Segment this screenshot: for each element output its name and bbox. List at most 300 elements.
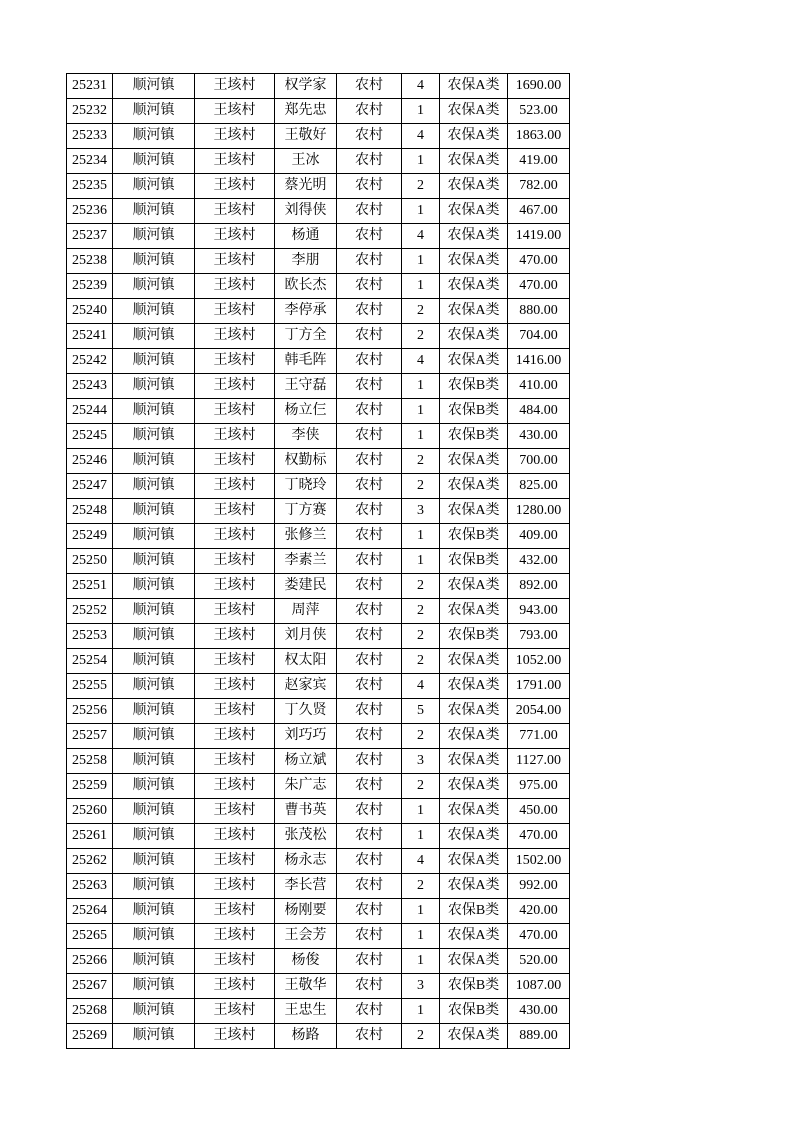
table-cell-village: 王垓村: [195, 424, 275, 449]
table-cell-amount: 992.00: [508, 874, 570, 899]
table-cell-id: 25258: [67, 749, 113, 774]
table-cell-town: 顺河镇: [113, 749, 195, 774]
table-row: [67, 799, 570, 824]
table-cell-amount: 1052.00: [508, 649, 570, 674]
table-cell-village: 王垓村: [195, 574, 275, 599]
table-row: [67, 899, 570, 924]
table-cell-name: 杨永志: [275, 849, 337, 874]
table-cell-amount: 419.00: [508, 149, 570, 174]
table-cell-village: 王垓村: [195, 124, 275, 149]
table-cell-category: 农保B类: [440, 899, 508, 924]
table-cell-name: 王冰: [275, 149, 337, 174]
table-cell-amount: 409.00: [508, 524, 570, 549]
table-cell-town: 顺河镇: [113, 574, 195, 599]
table-cell-id: 25269: [67, 1024, 113, 1049]
table-cell-village: 王垓村: [195, 699, 275, 724]
table-row: [67, 374, 570, 399]
table-cell-name: 丁久贤: [275, 699, 337, 724]
table-cell-household_count: 4: [402, 349, 440, 374]
table-cell-id: 25259: [67, 774, 113, 799]
table-cell-village: 王垓村: [195, 374, 275, 399]
table-cell-town: 顺河镇: [113, 349, 195, 374]
table-cell-amount: 430.00: [508, 424, 570, 449]
table-cell-village: 王垓村: [195, 974, 275, 999]
table-cell-id: 25239: [67, 274, 113, 299]
table-cell-residence: 农村: [337, 849, 402, 874]
table-row: [67, 1024, 570, 1049]
table-cell-town: 顺河镇: [113, 499, 195, 524]
table-cell-category: 农保A类: [440, 74, 508, 99]
table-cell-village: 王垓村: [195, 499, 275, 524]
benefits-table-body: [67, 74, 570, 1049]
table-row: [67, 999, 570, 1024]
table-cell-town: 顺河镇: [113, 599, 195, 624]
table-cell-residence: 农村: [337, 574, 402, 599]
table-cell-town: 顺河镇: [113, 799, 195, 824]
table-cell-village: 王垓村: [195, 224, 275, 249]
table-cell-household_count: 4: [402, 224, 440, 249]
table-cell-category: 农保A类: [440, 574, 508, 599]
table-cell-village: 王垓村: [195, 899, 275, 924]
table-cell-category: 农保A类: [440, 749, 508, 774]
table-cell-name: 权学家: [275, 74, 337, 99]
table-row: [67, 574, 570, 599]
table-cell-category: 农保B类: [440, 399, 508, 424]
table-row: [67, 349, 570, 374]
table-cell-name: 杨俊: [275, 949, 337, 974]
table-cell-household_count: 1: [402, 899, 440, 924]
table-cell-town: 顺河镇: [113, 774, 195, 799]
table-cell-village: 王垓村: [195, 774, 275, 799]
table-cell-residence: 农村: [337, 799, 402, 824]
table-cell-village: 王垓村: [195, 649, 275, 674]
table-cell-category: 农保A类: [440, 224, 508, 249]
table-cell-village: 王垓村: [195, 724, 275, 749]
table-cell-id: 25250: [67, 549, 113, 574]
table-cell-town: 顺河镇: [113, 399, 195, 424]
table-cell-town: 顺河镇: [113, 199, 195, 224]
table-cell-name: 韩毛阵: [275, 349, 337, 374]
table-cell-amount: 782.00: [508, 174, 570, 199]
table-cell-category: 农保A类: [440, 199, 508, 224]
table-cell-household_count: 2: [402, 324, 440, 349]
table-cell-category: 农保A类: [440, 474, 508, 499]
table-row: [67, 149, 570, 174]
table-cell-name: 杨立仨: [275, 399, 337, 424]
table-cell-residence: 农村: [337, 924, 402, 949]
table-row: [67, 699, 570, 724]
table-cell-id: 25267: [67, 974, 113, 999]
table-cell-name: 李朋: [275, 249, 337, 274]
table-cell-village: 王垓村: [195, 799, 275, 824]
table-cell-id: 25255: [67, 674, 113, 699]
table-cell-town: 顺河镇: [113, 899, 195, 924]
table-row: [67, 724, 570, 749]
table-cell-residence: 农村: [337, 174, 402, 199]
table-cell-household_count: 1: [402, 799, 440, 824]
table-cell-category: 农保B类: [440, 999, 508, 1024]
table-cell-category: 农保A类: [440, 924, 508, 949]
table-cell-town: 顺河镇: [113, 674, 195, 699]
table-cell-name: 刘巧巧: [275, 724, 337, 749]
table-row: [67, 299, 570, 324]
table-cell-residence: 农村: [337, 74, 402, 99]
table-cell-name: 杨通: [275, 224, 337, 249]
table-row: [67, 274, 570, 299]
table-cell-residence: 农村: [337, 674, 402, 699]
table-cell-town: 顺河镇: [113, 524, 195, 549]
table-cell-amount: 1863.00: [508, 124, 570, 149]
table-cell-name: 周萍: [275, 599, 337, 624]
table-cell-town: 顺河镇: [113, 374, 195, 399]
table-row: [67, 474, 570, 499]
table-cell-household_count: 1: [402, 549, 440, 574]
table-cell-id: 25248: [67, 499, 113, 524]
table-cell-residence: 农村: [337, 974, 402, 999]
table-row: [67, 124, 570, 149]
table-cell-name: 刘月侠: [275, 624, 337, 649]
table-cell-id: 25236: [67, 199, 113, 224]
table-cell-category: 农保A类: [440, 949, 508, 974]
table-row: [67, 324, 570, 349]
table-cell-residence: 农村: [337, 249, 402, 274]
table-cell-town: 顺河镇: [113, 424, 195, 449]
table-cell-village: 王垓村: [195, 674, 275, 699]
table-cell-residence: 农村: [337, 949, 402, 974]
table-cell-household_count: 2: [402, 299, 440, 324]
table-cell-household_count: 4: [402, 849, 440, 874]
table-cell-category: 农保A类: [440, 724, 508, 749]
table-cell-name: 曹书英: [275, 799, 337, 824]
table-cell-category: 农保B类: [440, 549, 508, 574]
table-cell-amount: 523.00: [508, 99, 570, 124]
table-cell-residence: 农村: [337, 724, 402, 749]
table-cell-id: 25251: [67, 574, 113, 599]
table-cell-amount: 430.00: [508, 999, 570, 1024]
table-cell-category: 农保A类: [440, 699, 508, 724]
table-cell-household_count: 2: [402, 874, 440, 899]
table-cell-town: 顺河镇: [113, 699, 195, 724]
table-cell-village: 王垓村: [195, 349, 275, 374]
table-cell-amount: 1280.00: [508, 499, 570, 524]
table-cell-amount: 484.00: [508, 399, 570, 424]
table-cell-household_count: 2: [402, 774, 440, 799]
table-row: [67, 649, 570, 674]
table-cell-name: 李素兰: [275, 549, 337, 574]
table-cell-household_count: 1: [402, 374, 440, 399]
table-cell-category: 农保A类: [440, 149, 508, 174]
table-cell-id: 25244: [67, 399, 113, 424]
table-cell-town: 顺河镇: [113, 274, 195, 299]
table-cell-town: 顺河镇: [113, 174, 195, 199]
table-cell-town: 顺河镇: [113, 924, 195, 949]
table-cell-category: 农保A类: [440, 1024, 508, 1049]
table-cell-name: 蔡光明: [275, 174, 337, 199]
table-cell-village: 王垓村: [195, 249, 275, 274]
table-cell-category: 农保A类: [440, 124, 508, 149]
table-cell-category: 农保B类: [440, 974, 508, 999]
table-row: [67, 949, 570, 974]
table-cell-household_count: 2: [402, 599, 440, 624]
table-cell-id: 25235: [67, 174, 113, 199]
table-cell-amount: 1690.00: [508, 74, 570, 99]
table-cell-category: 农保A类: [440, 874, 508, 899]
table-cell-name: 权勤标: [275, 449, 337, 474]
table-cell-id: 25242: [67, 349, 113, 374]
table-cell-household_count: 1: [402, 199, 440, 224]
table-cell-household_count: 2: [402, 624, 440, 649]
table-cell-name: 娄建民: [275, 574, 337, 599]
table-cell-name: 欧长杰: [275, 274, 337, 299]
table-cell-residence: 农村: [337, 749, 402, 774]
table-cell-residence: 农村: [337, 699, 402, 724]
table-cell-name: 王敬华: [275, 974, 337, 999]
table-cell-category: 农保A类: [440, 174, 508, 199]
table-cell-household_count: 2: [402, 1024, 440, 1049]
table-cell-category: 农保A类: [440, 799, 508, 824]
table-cell-name: 王守磊: [275, 374, 337, 399]
table-cell-residence: 农村: [337, 524, 402, 549]
table-row: [67, 974, 570, 999]
table-cell-category: 农保A类: [440, 449, 508, 474]
table-cell-residence: 农村: [337, 274, 402, 299]
table-cell-household_count: 1: [402, 149, 440, 174]
table-cell-household_count: 2: [402, 724, 440, 749]
table-cell-category: 农保A类: [440, 349, 508, 374]
table-cell-amount: 889.00: [508, 1024, 570, 1049]
table-cell-id: 25246: [67, 449, 113, 474]
table-cell-amount: 943.00: [508, 599, 570, 624]
table-cell-village: 王垓村: [195, 1024, 275, 1049]
table-cell-id: 25262: [67, 849, 113, 874]
table-row: [67, 249, 570, 274]
table-cell-residence: 农村: [337, 124, 402, 149]
table-cell-name: 朱广志: [275, 774, 337, 799]
table-cell-id: 25247: [67, 474, 113, 499]
table-cell-category: 农保B类: [440, 624, 508, 649]
table-cell-amount: 520.00: [508, 949, 570, 974]
table-cell-id: 25263: [67, 874, 113, 899]
table-cell-household_count: 2: [402, 174, 440, 199]
table-cell-town: 顺河镇: [113, 824, 195, 849]
table-cell-household_count: 1: [402, 99, 440, 124]
table-cell-residence: 农村: [337, 349, 402, 374]
table-cell-category: 农保A类: [440, 774, 508, 799]
table-cell-town: 顺河镇: [113, 624, 195, 649]
table-cell-household_count: 1: [402, 824, 440, 849]
table-cell-household_count: 1: [402, 274, 440, 299]
table-cell-name: 郑先忠: [275, 99, 337, 124]
table-cell-id: 25260: [67, 799, 113, 824]
table-cell-residence: 农村: [337, 549, 402, 574]
table-cell-amount: 771.00: [508, 724, 570, 749]
table-cell-village: 王垓村: [195, 599, 275, 624]
table-row: [67, 424, 570, 449]
table-cell-household_count: 1: [402, 924, 440, 949]
table-cell-residence: 农村: [337, 874, 402, 899]
table-cell-residence: 农村: [337, 899, 402, 924]
table-cell-id: 25238: [67, 249, 113, 274]
table-cell-household_count: 1: [402, 999, 440, 1024]
table-cell-residence: 农村: [337, 599, 402, 624]
table-cell-name: 赵家宾: [275, 674, 337, 699]
table-row: [67, 549, 570, 574]
table-cell-household_count: 2: [402, 449, 440, 474]
table-cell-household_count: 2: [402, 474, 440, 499]
table-cell-amount: 1087.00: [508, 974, 570, 999]
table-cell-amount: 1791.00: [508, 674, 570, 699]
table-cell-town: 顺河镇: [113, 1024, 195, 1049]
table-cell-village: 王垓村: [195, 299, 275, 324]
table-cell-residence: 农村: [337, 374, 402, 399]
table-cell-id: 25249: [67, 524, 113, 549]
table-cell-category: 农保B类: [440, 424, 508, 449]
table-cell-town: 顺河镇: [113, 99, 195, 124]
table-cell-village: 王垓村: [195, 849, 275, 874]
table-cell-name: 杨刚要: [275, 899, 337, 924]
table-row: [67, 824, 570, 849]
table-cell-name: 李侠: [275, 424, 337, 449]
table-cell-name: 李停承: [275, 299, 337, 324]
table-cell-id: 25231: [67, 74, 113, 99]
table-cell-town: 顺河镇: [113, 224, 195, 249]
table-cell-village: 王垓村: [195, 149, 275, 174]
table-row: [67, 499, 570, 524]
table-cell-village: 王垓村: [195, 624, 275, 649]
table-cell-category: 农保A类: [440, 324, 508, 349]
table-cell-village: 王垓村: [195, 824, 275, 849]
table-cell-household_count: 4: [402, 674, 440, 699]
table-cell-residence: 农村: [337, 324, 402, 349]
table-cell-village: 王垓村: [195, 199, 275, 224]
table-cell-category: 农保A类: [440, 249, 508, 274]
table-cell-residence: 农村: [337, 424, 402, 449]
table-cell-name: 权太阳: [275, 649, 337, 674]
table-row: [67, 874, 570, 899]
table-cell-town: 顺河镇: [113, 849, 195, 874]
table-cell-village: 王垓村: [195, 99, 275, 124]
table-cell-residence: 农村: [337, 449, 402, 474]
table-cell-category: 农保A类: [440, 499, 508, 524]
table-cell-residence: 农村: [337, 399, 402, 424]
table-cell-village: 王垓村: [195, 949, 275, 974]
table-row: [67, 224, 570, 249]
table-cell-name: 李长营: [275, 874, 337, 899]
table-cell-name: 杨立斌: [275, 749, 337, 774]
table-cell-town: 顺河镇: [113, 649, 195, 674]
table-cell-household_count: 3: [402, 499, 440, 524]
table-cell-residence: 农村: [337, 99, 402, 124]
table-cell-village: 王垓村: [195, 874, 275, 899]
table-cell-amount: 450.00: [508, 799, 570, 824]
table-row: [67, 99, 570, 124]
table-cell-amount: 470.00: [508, 274, 570, 299]
table-cell-id: 25256: [67, 699, 113, 724]
table-cell-town: 顺河镇: [113, 299, 195, 324]
table-cell-id: 25261: [67, 824, 113, 849]
table-cell-name: 杨路: [275, 1024, 337, 1049]
table-cell-id: 25243: [67, 374, 113, 399]
table-cell-name: 刘得侠: [275, 199, 337, 224]
table-cell-id: 25245: [67, 424, 113, 449]
table-cell-amount: 1502.00: [508, 849, 570, 874]
table-cell-category: 农保A类: [440, 649, 508, 674]
table-cell-amount: 793.00: [508, 624, 570, 649]
table-cell-village: 王垓村: [195, 449, 275, 474]
table-row: [67, 749, 570, 774]
table-cell-amount: 700.00: [508, 449, 570, 474]
table-row: [67, 624, 570, 649]
table-cell-name: 张修兰: [275, 524, 337, 549]
table-cell-village: 王垓村: [195, 924, 275, 949]
table-cell-category: 农保A类: [440, 824, 508, 849]
table-cell-residence: 农村: [337, 649, 402, 674]
table-cell-town: 顺河镇: [113, 149, 195, 174]
table-cell-village: 王垓村: [195, 274, 275, 299]
table-row: [67, 449, 570, 474]
table-cell-residence: 农村: [337, 624, 402, 649]
table-cell-amount: 420.00: [508, 899, 570, 924]
table-cell-town: 顺河镇: [113, 249, 195, 274]
table-cell-amount: 704.00: [508, 324, 570, 349]
table-cell-town: 顺河镇: [113, 449, 195, 474]
table-cell-id: 25266: [67, 949, 113, 974]
table-row: [67, 174, 570, 199]
table-cell-id: 25240: [67, 299, 113, 324]
table-cell-residence: 农村: [337, 999, 402, 1024]
table-cell-amount: 432.00: [508, 549, 570, 574]
table-cell-id: 25241: [67, 324, 113, 349]
table-cell-id: 25254: [67, 649, 113, 674]
table-cell-residence: 农村: [337, 474, 402, 499]
table-cell-id: 25265: [67, 924, 113, 949]
table-cell-town: 顺河镇: [113, 974, 195, 999]
table-cell-id: 25237: [67, 224, 113, 249]
table-cell-town: 顺河镇: [113, 474, 195, 499]
table-cell-category: 农保A类: [440, 674, 508, 699]
table-cell-amount: 470.00: [508, 249, 570, 274]
table-row: [67, 524, 570, 549]
table-cell-amount: 1416.00: [508, 349, 570, 374]
table-cell-category: 农保A类: [440, 299, 508, 324]
table-cell-id: 25257: [67, 724, 113, 749]
table-cell-amount: 410.00: [508, 374, 570, 399]
table-cell-village: 王垓村: [195, 174, 275, 199]
table-cell-residence: 农村: [337, 199, 402, 224]
table-row: [67, 924, 570, 949]
table-row: [67, 199, 570, 224]
table-cell-village: 王垓村: [195, 999, 275, 1024]
table-row: [67, 849, 570, 874]
table-cell-residence: 农村: [337, 499, 402, 524]
table-cell-household_count: 1: [402, 424, 440, 449]
table-cell-village: 王垓村: [195, 549, 275, 574]
table-cell-id: 25268: [67, 999, 113, 1024]
table-cell-household_count: 1: [402, 399, 440, 424]
table-row: [67, 74, 570, 99]
table-cell-household_count: 1: [402, 524, 440, 549]
table-cell-category: 农保A类: [440, 99, 508, 124]
table-cell-amount: 1419.00: [508, 224, 570, 249]
table-cell-household_count: 4: [402, 74, 440, 99]
table-cell-household_count: 4: [402, 124, 440, 149]
table-cell-household_count: 5: [402, 699, 440, 724]
table-cell-household_count: 1: [402, 949, 440, 974]
table-cell-name: 丁晓玲: [275, 474, 337, 499]
table-cell-amount: 470.00: [508, 824, 570, 849]
table-cell-amount: 1127.00: [508, 749, 570, 774]
table-cell-household_count: 1: [402, 249, 440, 274]
